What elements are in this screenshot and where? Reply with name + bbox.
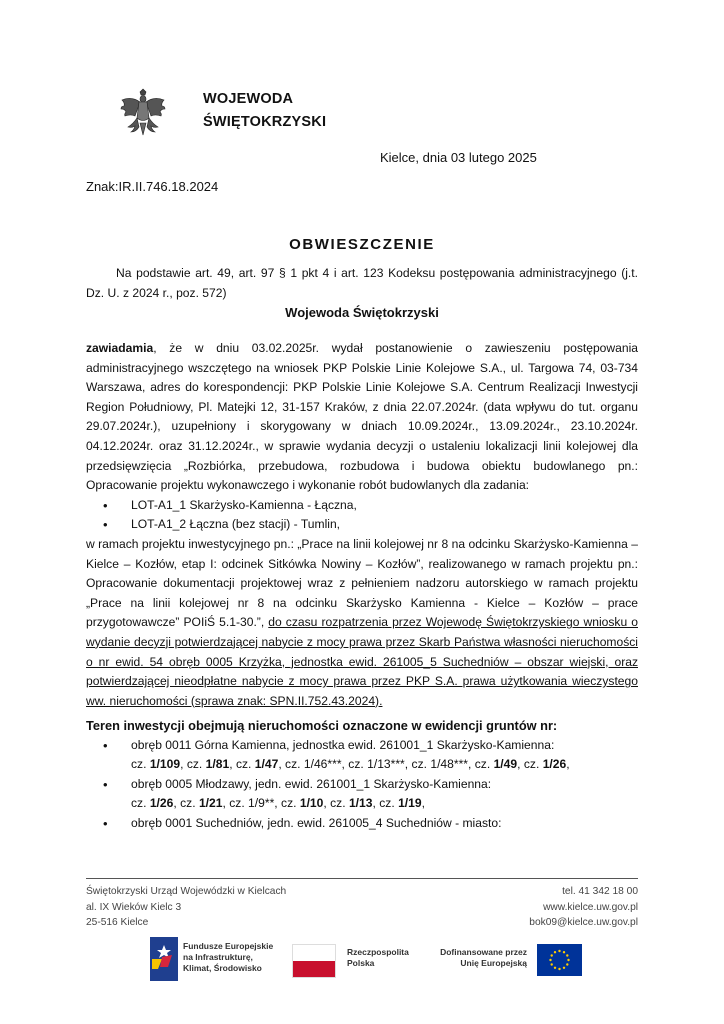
issuer-name-line1: WOJEWODA [203,91,294,107]
eu-star [549,959,551,961]
parcel-number: 1/19 [398,796,422,811]
parcel-number: 1/47 [254,757,279,772]
parcel-group [86,814,638,834]
polish-republic-logo-text [347,947,409,969]
pl-text-line: Polska [347,958,375,968]
suspension-condition-text: do czasu rozpatrzenia przez Wojewodę Świętokrzyskiego wniosku o wydanie decyzji potwierdzającej nabycie z mocy prawa przez Skarb Państwa własności nieruchomości o nr ewid. 54 obręb 0005 Krzyżka, jednostka ewid. 261005_5 Suchedniów – obszar wiejski, oraz potwierdzającej nieodpłatne nabycie z mocy prawa przez PKP S.A. prawa użytkowania wieczystego ww. nieruchomości (sprawa znak: SPN.II.752.43.2024). [86,615,638,708]
legal-basis-text: Na podstawie art. 49, art. 97 § 1 pkt 4 i art. 123 Kodeksu postępowania administracyjnego (j.t. Dz. U. z 2024 r., poz. 572) [86,266,638,300]
parcels-section [86,716,638,834]
legal-basis [86,264,638,303]
eu-star [551,954,553,956]
parcel-group-location: • obręb 0011 Górna Kamienna, jednostka ewid. 261001_1 Skarżysko-Kamienna: [131,737,555,752]
eu-star [551,963,553,965]
european-funds-logo-text [183,941,273,974]
footer-address [86,884,286,931]
fe-text-line: na Infrastrukturę, [183,952,253,962]
parcel-number: 1/46*** [303,757,342,772]
footer-divider [86,878,638,879]
office-city: 25-516 Kielce [86,917,149,928]
parcel-number: 1/21 [198,796,223,811]
eu-star [554,967,556,969]
notice-body [86,339,638,711]
parcel-group-location: • obręb 0005 Młodzawy, jedn. ewid. 261001_1 Skarżysko-Kamienna: [131,776,492,791]
website-link[interactable]: www.kielce.uw.gov.pl [543,901,638,913]
polish-flag-icon [292,944,336,978]
issuer-name [203,88,326,134]
eu-flag-icon [537,944,582,976]
parcel-group-list [86,736,638,834]
eu-star [563,967,565,969]
document-title: OBWIESZCZENIE [289,236,435,253]
fe-text-line: Fundusze Europejskie [183,941,274,951]
european-funds-logo-icon [150,937,178,981]
parcel-group [86,775,638,814]
task-item: • LOT-A1_1 Skarżysko-Kamienna - Łączna, [86,496,638,516]
fe-text-line: Klimat, Środowisko [183,963,262,973]
eu-star [554,951,556,953]
eu-star [558,950,560,952]
parcel-group [86,736,638,775]
notice-paragraph [86,339,638,496]
office-street: al. IX Wieków Kielc 3 [86,901,182,913]
eu-text-line: Dofinansowane przez [440,947,527,957]
phone-number: tel. 41 342 18 00 [562,886,638,897]
parcel-number: 1/26 [542,757,567,772]
task-item: • LOT-A1_2 Łączna (bez stacji) - Tumlin, [86,515,638,535]
parcel-number: 1/13 [348,796,373,811]
document-date: Kielce, dnia 03 lutego 2025 [380,150,537,165]
eu-star [567,959,569,961]
eu-star [558,968,560,970]
eu-star [566,954,568,956]
parcel-number: 1/10 [299,796,324,811]
polish-eagle-emblem-icon [120,85,166,141]
notice-text: , że w dniu 03.02.2025r. wydał postanowienie o zawieszeniu postępowania administracyjnego wszczętego na wniosek PKP Polskie Linie Kolejowe S.A., ul. Targowa 74, 03-734 Warszawa, adres do korespondencji: PKP Polskie Linie Kolejowe S.A. Centrum Realizacji Inwestycji Region Południowy, Pl. Matejki 12, 31-157 Kraków, z dnia 22.07.2024r. (data wpływu do tut. organu 29.07.2024r.), uzupełniony i skorygowany w dniach 10.09.2024r., 13.09.2024r., 23.10.2024r. 04.12.2024r. oraz 31.12.2024r., w sprawie wydania decyzji o ustaleniu lokalizacji linii kolejowej dla przedsięwzięcia „Rozbiórka, przebudowa, rozbudowa i budowa obiektu budowlanego pn.: Opracowanie projektu wykonawczego i wykonanie robót budowlanych dla zadania: [86,341,638,493]
funding-logos [150,937,570,981]
parcel-numbers: cz. 1/109, cz. 1/81, cz. 1/47, cz. 1/46***, cz. 1/13***, cz. 1/48***, cz. 1/49, cz. 1/26, [131,757,570,772]
continuation-paragraph [86,535,638,711]
pl-text-line: Rzeczpospolita [347,947,409,957]
parcels-heading: Teren inwestycji obejmują nieruchomości oznaczone w ewidencji gruntów nr: [86,718,558,733]
parcel-numbers: cz. 1/26, cz. 1/21, cz. 1/9**, cz. 1/10, cz. 1/13, cz. 1/19, [131,796,425,811]
parcel-number: 1/13*** [367,757,405,772]
parcel-number: 1/9** [248,796,275,811]
parcel-number: 1/81 [205,757,230,772]
footer-contact [529,884,638,931]
parcel-number: 1/109 [149,757,181,772]
authority-heading: Wojewoda Świętokrzyski [285,305,439,320]
issuer-name-line2: ŚWIĘTOKRZYSKI [203,114,327,130]
email-link[interactable]: bok09@kielce.uw.gov.pl [529,917,638,928]
parcel-number: 1/48*** [430,757,469,772]
eu-star [563,951,565,953]
parcel-number: 1/49 [493,757,518,772]
office-name: Świętokrzyski Urząd Wojewódzki w Kielcach [86,886,287,897]
continuation-text: w ramach projektu inwestycyjnego pn.: „Prace na linii kolejowej nr 8 na odcinku Skarżysko-Kamienna – Kielce – Kozłów, etap I: odcinek Sitkówka Nowiny – Kozłów”, realizowanego w ramach projektu pn.: Opracowanie dokumentacji projektowej wraz z pełnieniem nadzoru autorskiego w ramach projektu „Prace na linii kolejowej nr 8 na odcinku Skarżysko Kamienna - Kielce – Kozłów – prace przygotowawcze” POIiŚ 5.1-30.”, [86,536,638,630]
reference-number: Znak:IR.II.746.18.2024 [86,179,219,194]
task-list [86,496,638,535]
notice-lead: zawiadamia [86,341,154,355]
eu-text-line: Unię Europejską [460,958,527,968]
parcel-group-location: • obręb 0001 Suchedniów, jedn. ewid. 261005_4 Suchedniów - miasto: [131,815,502,830]
eu-star [566,963,568,965]
parcel-number: 1/26 [149,796,174,811]
eu-cofunded-logo-text [427,947,527,969]
